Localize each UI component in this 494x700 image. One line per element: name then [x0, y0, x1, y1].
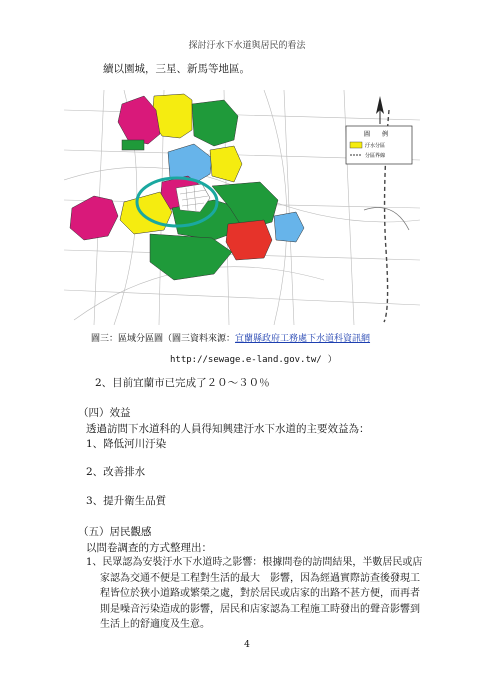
zone-mid-yellow: [210, 146, 242, 182]
opinion-line: 1、民眾認為安裝汙水下水道時之影響：根據問卷的訪問結果，半數居民或店: [86, 557, 423, 568]
benefit-item-1: 1、降低河川汙染: [86, 438, 167, 450]
zone-north-green: [192, 100, 238, 146]
caption-url-line: [170, 347, 337, 366]
zone-southeast-red: [226, 220, 272, 260]
page-header: 探討汙水下水道與居民的看法: [188, 41, 306, 51]
legend-label-boundary: 分區界線: [365, 153, 386, 159]
benefit-item-2: 2、改善排水: [86, 466, 146, 478]
opinion-line: 程皆位於狹小道路或繁榮之處，對於居民或店家的出路不甚方便，而再者: [100, 588, 420, 599]
district-map: [64, 90, 420, 325]
north-arrow-icon: [376, 96, 384, 124]
caption-source-link[interactable]: 宜蘭縣政府工務處下水道科資訊網: [235, 334, 371, 344]
legend-swatch-zone: [350, 142, 362, 148]
caption-suffix: ）: [327, 355, 337, 365]
caption-prefix: 圖三：區域分區圖（圖三資料來源：: [91, 334, 236, 344]
opinion-line: 家認為交通不便是工程對生活的最大 影響，因為經過實際訪查後發現工: [100, 572, 420, 584]
legend-title: 圖 例: [364, 131, 389, 138]
opinion-line: 則是噪音污染造成的影響，居民和店家認為工程施工時發出的聲音影響到: [100, 603, 420, 615]
section5-heading: （五）居民觀感: [78, 526, 152, 538]
zone-south-green: [150, 234, 232, 280]
section5-intro: 以問卷調查的方式整理出：: [86, 542, 212, 554]
opinion-paragraph-1: [86, 555, 422, 633]
section4-heading: （四）效益: [78, 407, 131, 419]
intro-line: 續以園城，三星、新馬等地區。: [103, 63, 250, 75]
opinion-line: 生活上的舒適度及生意。: [100, 619, 210, 630]
zone-west-magenta: [70, 196, 118, 240]
figure-caption: [91, 332, 370, 346]
benefit-item-3: 3、提升衛生品質: [86, 495, 167, 507]
page-number: 4: [244, 640, 250, 650]
legend-label-zone: 汙水分區: [365, 143, 386, 149]
zone-label-green: [122, 140, 144, 150]
progress-line: 2、目前宜蘭市已完成了２０～３０％: [95, 377, 270, 389]
zone-east-blue: [274, 212, 304, 242]
caption-url[interactable]: http://sewage.e-land.gov.tw/: [170, 355, 322, 365]
section4-intro: 透過訪問下水道科的人員得知興建汙水下水道的主要效益為：: [86, 423, 370, 435]
stream-line: [364, 208, 409, 231]
